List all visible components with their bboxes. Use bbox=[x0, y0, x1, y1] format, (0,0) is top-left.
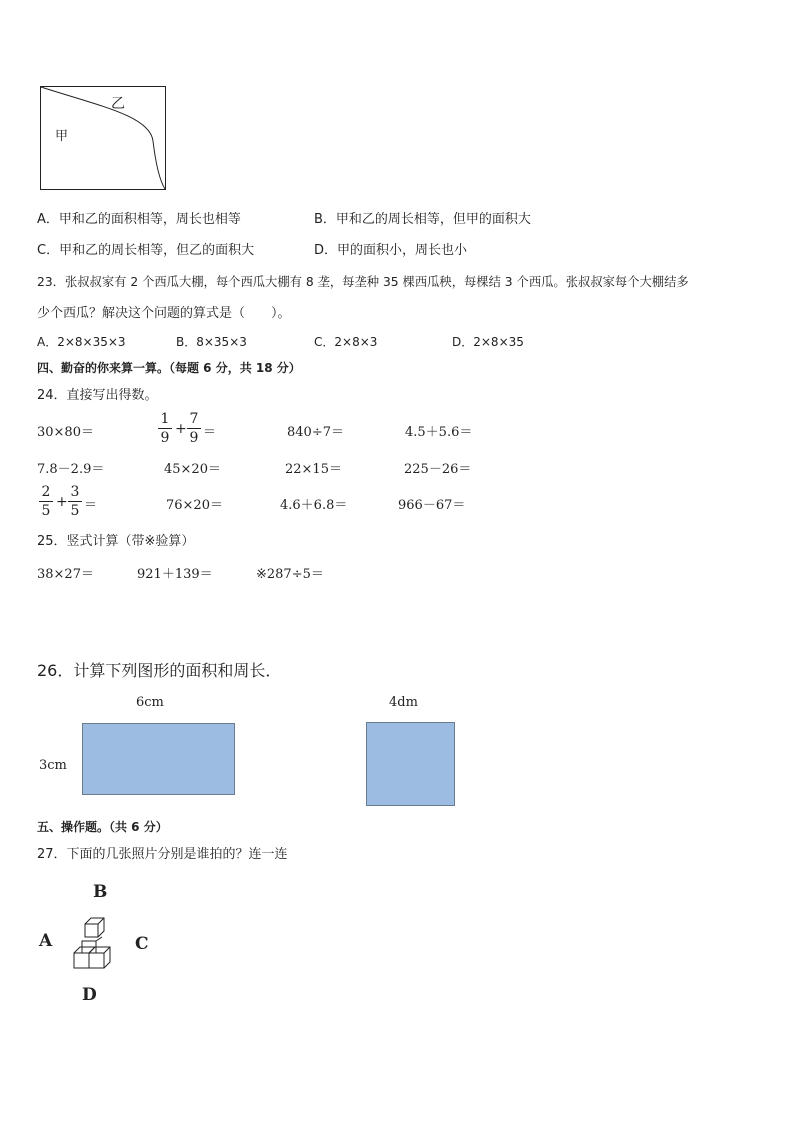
cube-bottom-right bbox=[89, 953, 104, 968]
q24-r2-c2: 45×20＝ bbox=[164, 462, 221, 477]
q24-r3-fraction-2 bbox=[68, 484, 82, 519]
q22-option-b[interactable]: B．甲和乙的周长相等，但甲的面积大 bbox=[314, 212, 531, 227]
q24-r1-plus: + bbox=[175, 421, 187, 437]
section4-heading: 四、勤奋的你来算一算。（每题 6 分，共 18 分） bbox=[37, 361, 301, 375]
q27-cube-figure bbox=[70, 912, 122, 970]
q24-r1-fraction-2 bbox=[187, 411, 201, 446]
q27-title: 27．下面的几张照片分别是谁拍的？连一连 bbox=[37, 847, 288, 862]
q22-option-d[interactable]: D．甲的面积小，周长也小 bbox=[314, 243, 468, 258]
fraction-numerator: 3 bbox=[70, 484, 80, 500]
q24-r3-c4: 966－67＝ bbox=[398, 498, 466, 513]
q24-r1-fraction-1 bbox=[158, 411, 172, 446]
fraction-denominator: 9 bbox=[189, 430, 199, 446]
q26-square bbox=[366, 722, 455, 806]
q24-r2-c4: 225－26＝ bbox=[404, 462, 472, 477]
q26-rect-width-label: 6cm bbox=[136, 695, 164, 710]
fraction-numerator: 7 bbox=[189, 411, 199, 427]
fraction-denominator: 9 bbox=[160, 430, 170, 446]
q24-r2-c1: 7.8－2.9＝ bbox=[37, 462, 105, 477]
q23-option-c[interactable]: C．2×8×3 bbox=[314, 335, 378, 349]
q24-r1-equals: ＝ bbox=[203, 425, 217, 440]
q26-square-side-label: 4dm bbox=[389, 695, 418, 710]
q24-title: 24．直接写出得数。 bbox=[37, 388, 158, 403]
q27-label-a: A bbox=[39, 931, 53, 951]
q24-r2-c3: 22×15＝ bbox=[285, 462, 342, 477]
q25-title: 25．竖式计算（带※验算） bbox=[37, 534, 195, 549]
q23-option-d[interactable]: D．2×8×35 bbox=[452, 335, 524, 349]
q22-label-yi: 乙 bbox=[111, 96, 125, 112]
fraction-numerator: 1 bbox=[160, 411, 170, 427]
q24-r3-c3: 4.6＋6.8＝ bbox=[280, 498, 348, 513]
q22-option-a[interactable]: A．甲和乙的面积相等，周长也相等 bbox=[37, 212, 241, 227]
q27-label-d: D bbox=[82, 985, 97, 1005]
q27-label-b: B bbox=[93, 882, 108, 902]
q24-r3-fraction-1 bbox=[39, 484, 53, 519]
q26-title: 26．计算下列图形的面积和周长． bbox=[37, 661, 282, 680]
q24-r3-plus: + bbox=[56, 494, 68, 510]
cube-stack-diagram bbox=[70, 912, 122, 970]
q23-option-b[interactable]: B．8×35×3 bbox=[176, 335, 247, 349]
q24-r3-equals: ＝ bbox=[84, 498, 98, 513]
cube-bottom-left bbox=[74, 953, 89, 968]
q23-stem-line2: 少个西瓜？解决这个问题的算式是（ ）。 bbox=[37, 306, 291, 321]
q27-label-c: C bbox=[135, 934, 149, 954]
q23-option-a[interactable]: A．2×8×35×3 bbox=[37, 335, 126, 349]
q25-item-2: 921＋139＝ bbox=[137, 567, 213, 582]
section5-heading: 五、操作题。（共 6 分） bbox=[37, 820, 168, 834]
q24-r3-c2: 76×20＝ bbox=[166, 498, 223, 513]
q25-item-3: ※287÷5＝ bbox=[256, 567, 324, 582]
q24-r1-c3: 840÷7＝ bbox=[287, 425, 344, 440]
q22-option-c[interactable]: C．甲和乙的周长相等，但乙的面积大 bbox=[37, 243, 255, 258]
q25-item-1: 38×27＝ bbox=[37, 567, 94, 582]
q26-rect-height-label: 3cm bbox=[39, 758, 67, 773]
q23-stem-line1: 23．张叔叔家有 2 个西瓜大棚，每个西瓜大棚有 8 垄，每垄种 35 棵西瓜秧，每棵结 3 个西瓜。张叔叔家每个大棚结多 bbox=[37, 275, 689, 289]
fraction-numerator: 2 bbox=[41, 484, 51, 500]
cube-top-front bbox=[85, 924, 98, 937]
fraction-denominator: 5 bbox=[41, 503, 51, 519]
q24-r1-c1: 30×80＝ bbox=[37, 425, 94, 440]
q26-rectangle bbox=[82, 723, 235, 795]
fraction-denominator: 5 bbox=[70, 503, 80, 519]
q22-label-jia: 甲 bbox=[55, 129, 69, 144]
q24-r1-c4: 4.5＋5.6＝ bbox=[405, 425, 473, 440]
